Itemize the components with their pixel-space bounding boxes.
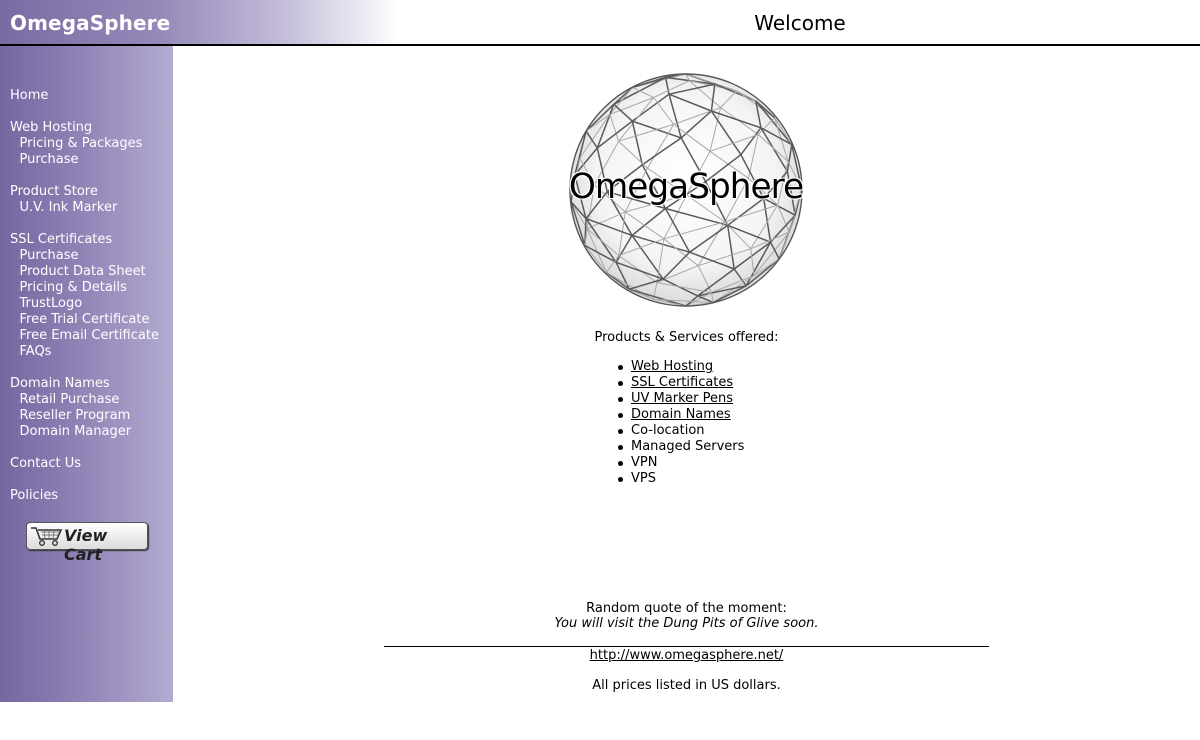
list-item[interactable] — [631, 391, 744, 407]
sidebar-item-retail-purchase[interactable]: Retail Purchase — [19, 392, 120, 407]
logo-wordmark: OmegaSphere — [568, 167, 804, 207]
list-item — [631, 423, 744, 439]
brand-bar — [0, 0, 400, 45]
site-url-line — [384, 648, 989, 663]
page-title: Welcome — [754, 11, 846, 35]
sidebar-nav — [10, 88, 159, 504]
sidebar-item-domain-names[interactable]: Domain Names — [10, 376, 110, 391]
footer-divider — [384, 646, 989, 647]
sidebar-item-u-v-ink-marker[interactable]: U.V. Ink Marker — [19, 200, 118, 215]
products-heading: Products & Services offered: — [594, 330, 779, 345]
list-item — [631, 455, 744, 471]
site-url-link[interactable]: http://www.omegasphere.net/ — [589, 648, 784, 663]
service-ssl-certificates[interactable]: SSL Certificates — [631, 375, 734, 390]
quote-label: Random quote of the moment: — [586, 601, 787, 616]
sidebar-item-purchase[interactable]: Purchase — [19, 248, 79, 263]
shopping-cart-icon — [30, 525, 64, 547]
list-item — [631, 439, 744, 455]
service-co-location: Co-location — [631, 423, 705, 438]
service-managed-servers: Managed Servers — [631, 439, 745, 454]
list-item[interactable] — [631, 375, 744, 391]
sidebar-item-product-store[interactable]: Product Store — [10, 184, 98, 199]
sidebar-item-reseller-program[interactable]: Reseller Program — [19, 408, 131, 423]
service-vpn: VPN — [631, 455, 658, 470]
header-divider — [0, 44, 1200, 46]
list-item[interactable] — [631, 359, 744, 375]
site-name[interactable]: OmegaSphere — [10, 11, 171, 35]
sidebar-item-contact-us[interactable]: Contact Us — [10, 456, 81, 471]
sidebar-item-policies[interactable]: Policies — [10, 488, 59, 503]
service-vps: VPS — [631, 471, 656, 486]
services-list — [631, 359, 744, 487]
sidebar-item-trustlogo[interactable]: TrustLogo — [19, 296, 83, 311]
list-item[interactable] — [631, 407, 744, 423]
sidebar-item-pricing-details[interactable]: Pricing & Details — [19, 280, 127, 295]
sidebar-item-free-trial-certificate[interactable]: Free Trial Certificate — [19, 312, 150, 327]
sidebar-item-domain-manager[interactable]: Domain Manager — [19, 424, 132, 439]
sidebar-item-faqs[interactable]: FAQs — [19, 344, 52, 359]
service-uv-marker-pens[interactable]: UV Marker Pens — [631, 391, 733, 406]
sidebar-item-pricing-packages[interactable]: Pricing & Packages — [19, 136, 143, 151]
sidebar-item-ssl-certificates[interactable]: SSL Certificates — [10, 232, 113, 247]
sidebar-item-product-data-sheet[interactable]: Product Data Sheet — [19, 264, 146, 279]
sidebar — [0, 46, 173, 702]
sidebar-item-free-email-certificate[interactable]: Free Email Certificate — [19, 328, 159, 343]
sidebar-item-web-hosting[interactable]: Web Hosting — [10, 120, 93, 135]
service-domain-names[interactable]: Domain Names — [631, 407, 731, 422]
view-cart-label: View Cart — [64, 526, 108, 564]
service-web-hosting[interactable]: Web Hosting — [631, 359, 714, 374]
prices-note: All prices listed in US dollars. — [592, 678, 781, 693]
sidebar-item-purchase[interactable]: Purchase — [19, 152, 79, 167]
view-cart-button[interactable] — [26, 522, 148, 564]
quote-text: You will visit the Dung Pits of Glive soon. — [554, 616, 819, 631]
sidebar-item-home[interactable]: Home — [10, 88, 49, 103]
list-item — [631, 471, 744, 487]
